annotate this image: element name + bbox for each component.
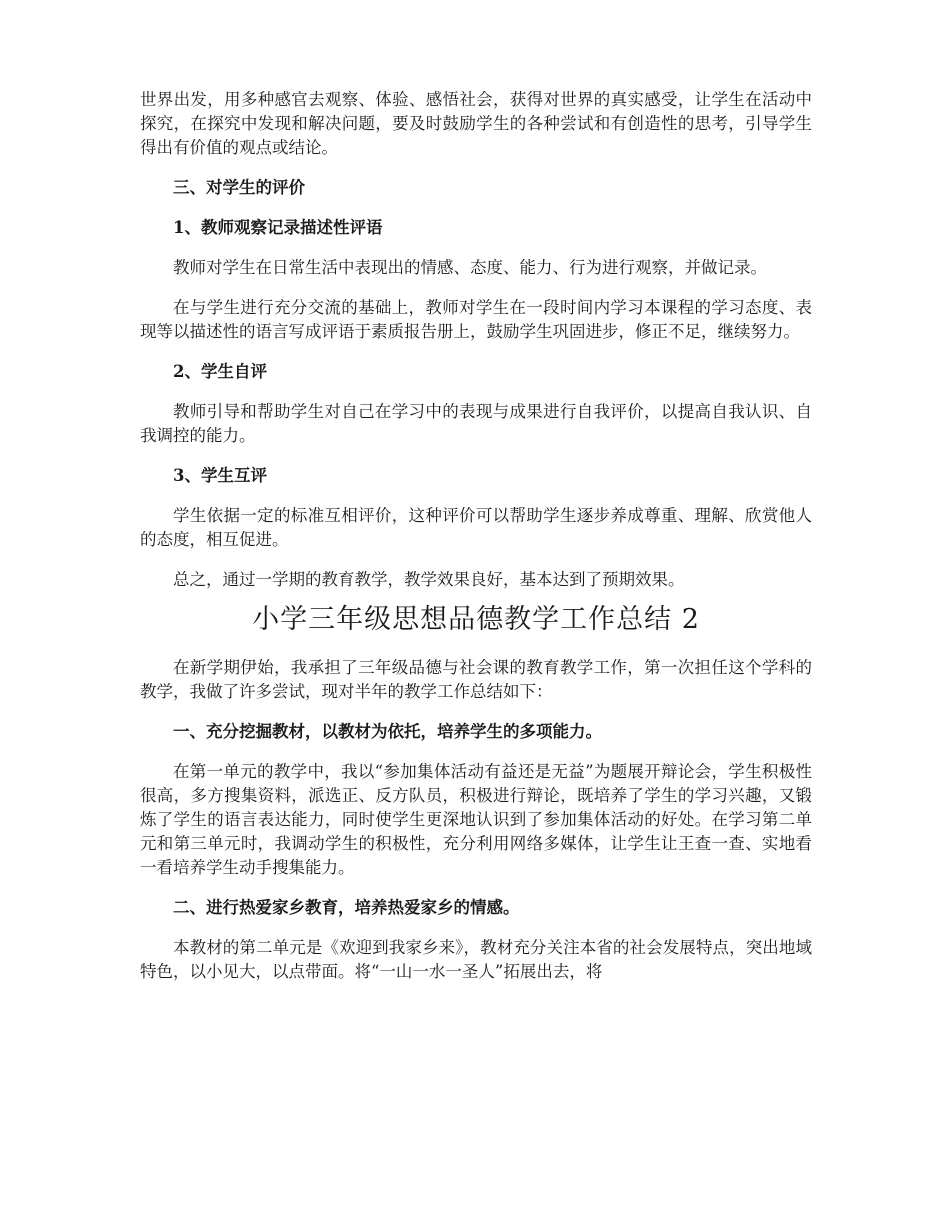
subheading-teacher-observation: 1、教师观察记录描述性评语 xyxy=(173,218,383,237)
document-page xyxy=(140,88,812,984)
paragraph-continued: 世界出发，用多种感官去观察、体验、感悟社会，获得对世界的真实感受，让学生在活动中探究，在探究中发现和解决问题，要及时鼓励学生的各种尝试和有创造性的思考，引导学生得出有价值的观点或结论。 xyxy=(140,90,812,157)
paragraph-descriptive-comments: 在与学生进行充分交流的基础上，教师对学生在一段时间内学习本课程的学习态度、表现等以描述性的语言写成评语于素质报告册上，鼓励学生巩固进步，修正不足，继续努力。 xyxy=(140,298,812,341)
subheading-peer-evaluation: 3、学生互评 xyxy=(173,466,267,485)
section-heading-two: 二、进行热爱家乡教育，培养热爱家乡的情感。 xyxy=(173,898,520,917)
section-heading-evaluation: 三、对学生的评价 xyxy=(173,178,305,197)
paragraph-summary: 总之，通过一学期的教育教学，教学效果良好，基本达到了预期效果。 xyxy=(173,570,685,589)
paragraph-peer-evaluation: 学生依据一定的标准互相评价，这种评价可以帮助学生逐步养成尊重、理解、欣赏他人的态度，相互促进。 xyxy=(140,506,812,549)
paragraph-observation-record: 教师对学生在日常生活中表现出的情感、态度、能力、行为进行观察，并做记录。 xyxy=(173,258,767,277)
document-title-2: 小学三年级思想品德教学工作总结 2 xyxy=(252,604,700,635)
subheading-self-evaluation: 2、学生自评 xyxy=(173,362,267,381)
section-heading-one: 一、充分挖掘教材，以教材为依托，培养学生的多项能力。 xyxy=(173,722,602,741)
paragraph-self-evaluation: 教师引导和帮助学生对自己在学习中的表现与成果进行自我评价，以提高自我认识、自我调控的能力。 xyxy=(140,402,812,445)
paragraph-section-one: 在第一单元的教学中，我以“参加集体活动有益还是无益”为题展开辩论会，学生积极性很高，多方搜集资料，派选正、反方队员，积极进行辩论，既培养了学生的学习兴趣，又锻炼了学生的语言表达能力，同时使学生更深地认识到了参加集体活动的好处。在学习第二单元和第三单元时，我调动学生的积极性，充分利用网络多媒体，让学生让王查一查、实地看一看培养学生动手搜集能力。 xyxy=(140,762,812,877)
paragraph-intro: 在新学期伊始，我承担了三年级品德与社会课的教育教学工作，第一次担任这个学科的教学，我做了许多尝试，现对半年的教学工作总结如下： xyxy=(140,658,812,701)
paragraph-section-two: 本教材的第二单元是《欢迎到我家乡来》，教材充分关注本省的社会发展特点，突出地域特色，以小见大，以点带面。将“一山一水一圣人”拓展出去，将 xyxy=(140,938,812,981)
